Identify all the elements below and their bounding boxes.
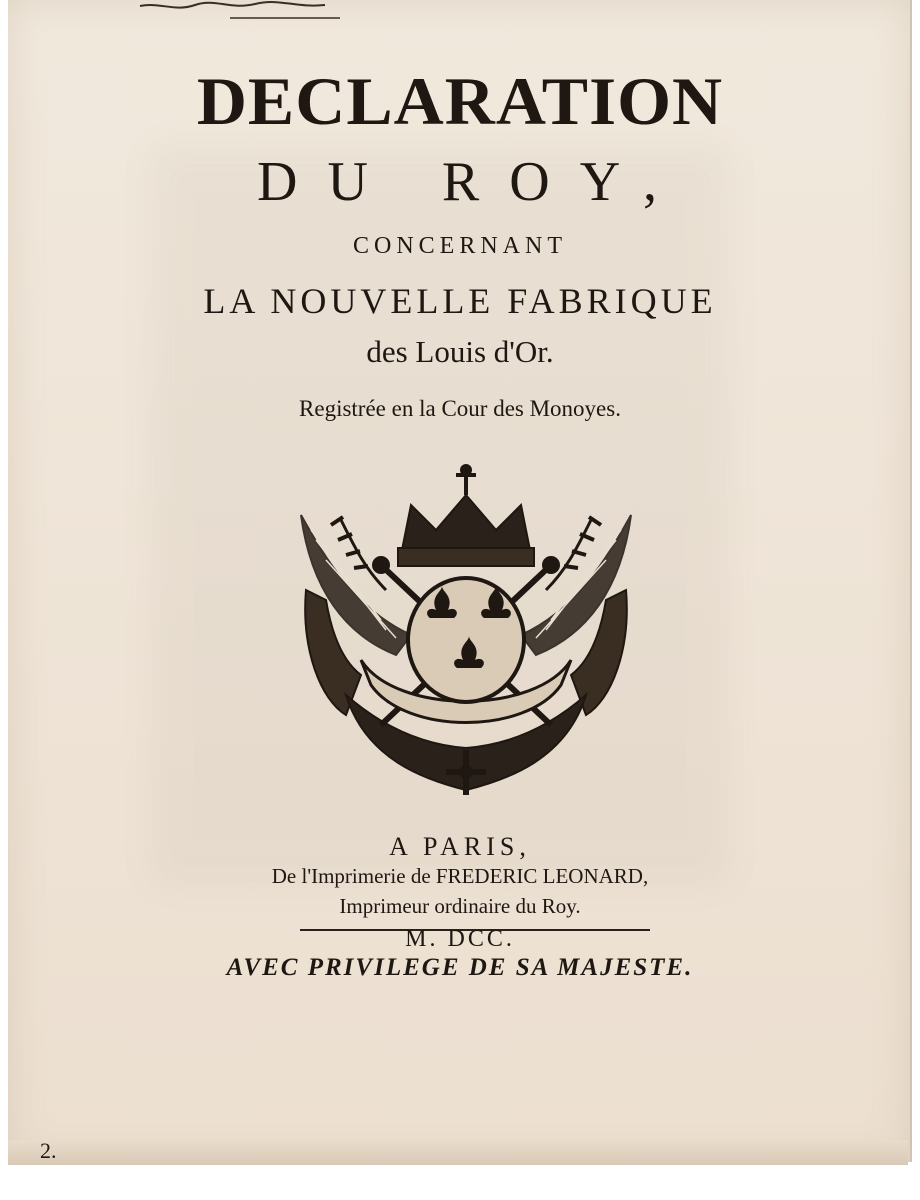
subject-line: LA NOUVELLE FABRIQUE — [203, 281, 717, 321]
privilege-line: AVEC PRIVILEGE DE SA MAJESTE. — [226, 954, 694, 981]
imprint-city: A PARIS, — [389, 832, 531, 861]
document-title: DECLARATION — [196, 63, 724, 139]
imprint-printer-role: Imprimeur ordinaire du Roy. — [339, 894, 581, 918]
subject-line-2: des Louis d'Or. — [366, 334, 554, 369]
document-subtitle: DU ROY, — [257, 151, 687, 213]
royal-arms-icon — [286, 460, 646, 810]
handwritten-mark — [135, 0, 355, 20]
registration-note: Registrée en la Cour des Monoyes. — [299, 396, 621, 421]
concerning-line: CONCERNANT — [352, 233, 567, 259]
folio-number: 2. — [40, 1138, 57, 1163]
imprint-printer: De l'Imprimerie de FREDERIC LEONARD, — [271, 864, 649, 888]
page-edge — [8, 1140, 908, 1165]
publication-date: M. DCC. — [405, 926, 515, 952]
